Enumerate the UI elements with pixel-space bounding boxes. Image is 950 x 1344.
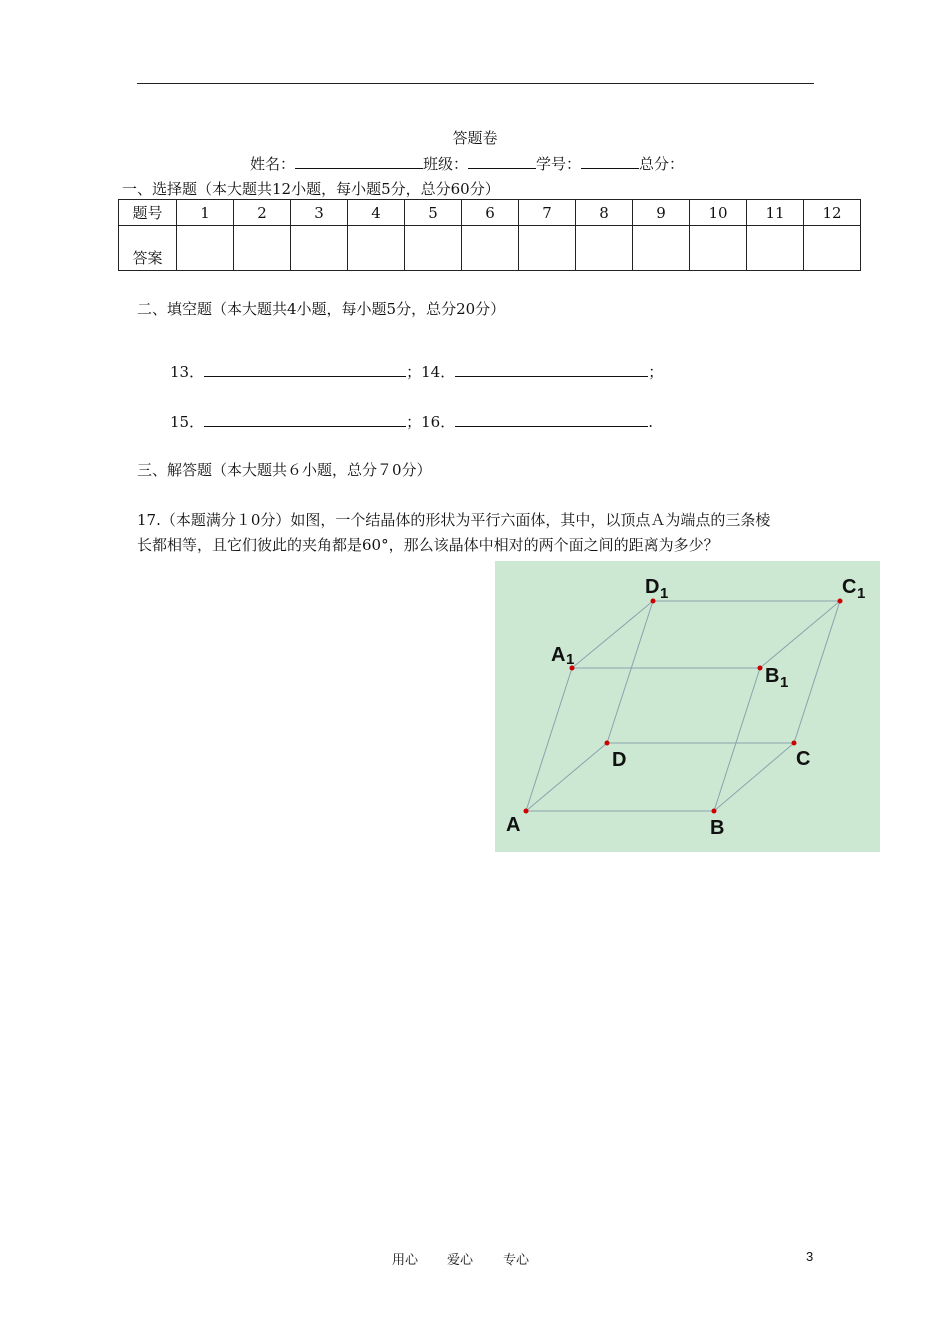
class-field[interactable] (468, 153, 536, 169)
question-number-cell: 9 (633, 200, 690, 226)
answer-cell[interactable] (234, 226, 291, 271)
answer-cell[interactable] (291, 226, 348, 271)
question-number-cell: 10 (690, 200, 747, 226)
footer-motto-3: 专心 (503, 1253, 530, 1268)
question-17-line-1: 17.（本题满分１0分）如图，一个结晶体的形状为平行六面体，其中，以顶点Ａ为端点的三条棱 (137, 511, 771, 529)
blank-end-13: ； (406, 363, 422, 381)
table-row-numbers (119, 200, 861, 226)
page-title: 答题卷 (452, 129, 498, 147)
question-number-cell: 8 (576, 200, 633, 226)
edge-DA (526, 743, 607, 811)
answer-table (118, 199, 861, 271)
answer-cell[interactable] (804, 226, 861, 271)
row-label-number: 题号 (119, 200, 177, 226)
parallelepiped-figure (495, 561, 880, 852)
question-number-cell: 12 (804, 200, 861, 226)
question-number-cell: 4 (348, 200, 405, 226)
row-label-answer: 答案 (119, 226, 177, 271)
answer-cell[interactable] (576, 226, 633, 271)
name-field[interactable] (295, 153, 423, 169)
label-B1: B (765, 665, 780, 687)
label-C1-subscript: 1 (857, 585, 866, 602)
vertices (524, 599, 843, 814)
question-number-cell: 7 (519, 200, 576, 226)
edge-B1C1 (760, 601, 840, 668)
label-C: C (796, 748, 811, 770)
blank-label-15: 15． (170, 413, 205, 431)
label-D: D (612, 749, 627, 771)
label-C1: C (842, 576, 857, 598)
edge-D1A1 (572, 601, 653, 668)
vertex-A (524, 809, 529, 814)
blank-label-16: 16． (421, 413, 456, 431)
vertex-B (712, 809, 717, 814)
label-D1: D (645, 576, 660, 598)
answer-cell[interactable] (348, 226, 405, 271)
class-label: 班级： (423, 155, 469, 173)
answer-cell[interactable] (747, 226, 804, 271)
parallelepiped-diagram (495, 561, 880, 852)
label-A: A (506, 814, 521, 836)
footer-motto-1: 用心 (392, 1253, 419, 1268)
vertex-D1 (651, 599, 656, 604)
blank-end-15: ； (406, 413, 422, 431)
label-B1-subscript: 1 (780, 674, 789, 691)
question-number-cell: 1 (177, 200, 234, 226)
page-number: 3 (806, 1249, 814, 1264)
edge-BB1 (714, 668, 760, 811)
answer-cell[interactable] (462, 226, 519, 271)
answer-field-14[interactable] (455, 361, 648, 377)
section3-heading: 三、解答题（本大题共６小题，总分７0分） (137, 461, 432, 479)
answer-cell[interactable] (177, 226, 234, 271)
blank-end-16: . (648, 413, 653, 431)
table-row-answers (119, 226, 861, 271)
label-A1-subscript: 1 (566, 651, 575, 668)
id-label: 学号： (536, 155, 582, 173)
answer-cell[interactable] (405, 226, 462, 271)
blank-label-13: 13． (170, 363, 205, 381)
question-number-cell: 2 (234, 200, 291, 226)
vertex-D (605, 741, 610, 746)
vertex-C (792, 741, 797, 746)
question-number-cell: 3 (291, 200, 348, 226)
edge-BC (714, 743, 794, 811)
score-label: 总分： (639, 155, 685, 173)
answer-cell[interactable] (633, 226, 690, 271)
answer-cell[interactable] (690, 226, 747, 271)
question-number-cell: 5 (405, 200, 462, 226)
edge-CC1 (794, 601, 840, 743)
question-number-cell: 6 (462, 200, 519, 226)
fill-blank-row-2 (170, 411, 653, 432)
label-B: B (710, 817, 725, 839)
answer-field-16[interactable] (455, 411, 648, 427)
edge-AA1 (526, 668, 572, 811)
answer-field-13[interactable] (204, 361, 406, 377)
blank-end-14: ； (648, 363, 664, 381)
id-field[interactable] (581, 153, 639, 169)
blank-label-14: 14． (421, 363, 456, 381)
name-label: 姓名： (250, 155, 296, 173)
label-A1: A (551, 644, 566, 666)
answer-cell[interactable] (519, 226, 576, 271)
section1-heading: 一、选择题（本大题共12小题，每小题5分，总分60分） (122, 180, 500, 198)
question-number-cell: 11 (747, 200, 804, 226)
answer-field-15[interactable] (204, 411, 406, 427)
question-17-line-2: 长都相等，且它们彼此的夹角都是60°，那么该晶体中相对的两个面之间的距离为多少？ (137, 536, 719, 554)
header-rule (137, 83, 814, 84)
student-info-line (250, 153, 684, 174)
edge-DD1 (607, 601, 653, 743)
fill-blank-row-1 (170, 361, 663, 382)
label-D1-subscript: 1 (660, 585, 669, 602)
vertex-C1 (838, 599, 843, 604)
footer-motto-2: 爱心 (447, 1253, 474, 1268)
edges (526, 601, 840, 811)
vertex-B1 (758, 666, 763, 671)
section2-heading: 二、填空题（本大题共4小题，每小题5分，总分20分） (137, 300, 506, 318)
question-17 (137, 508, 837, 558)
